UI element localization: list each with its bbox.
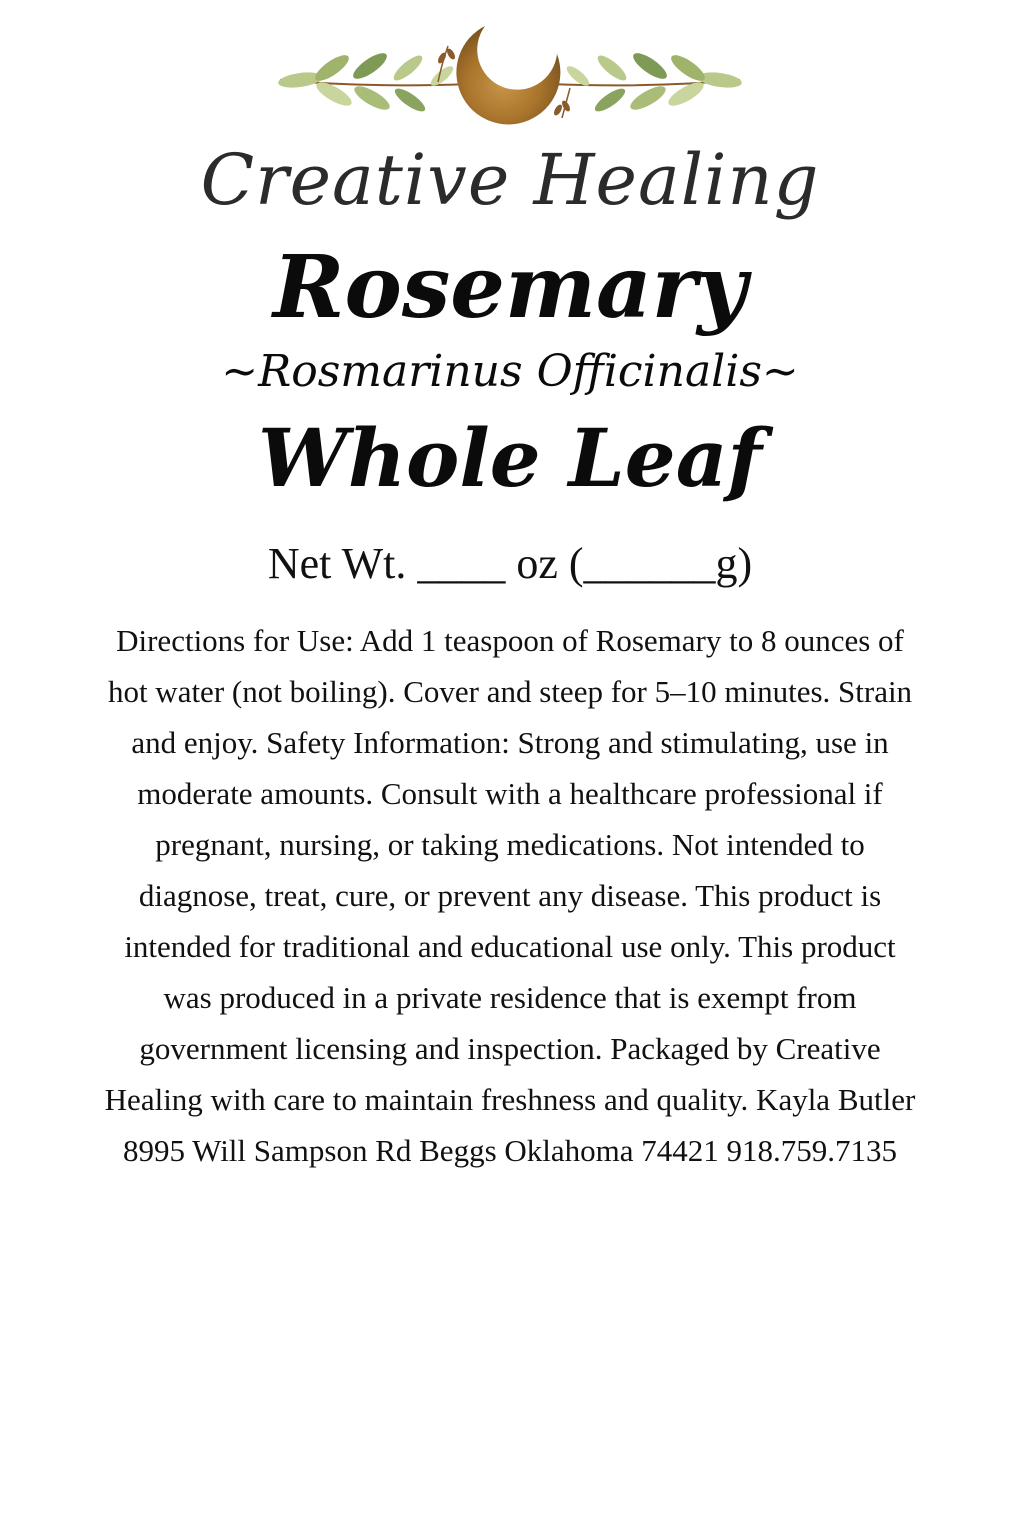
latin-name: ~Rosmarinus Officinalis~	[221, 346, 799, 397]
brand-name: Creative Healing	[200, 139, 820, 221]
product-name: Rosemary	[273, 237, 747, 338]
cut-name: Whole Leaf	[258, 411, 762, 505]
net-weight: Net Wt. ____ oz (______g)	[267, 539, 753, 588]
crescent-moon-leaves-icon	[270, 18, 750, 138]
directions-text: Directions for Use: Add 1 teaspoon of Rosemary to 8 ounces of hot water (not boiling). Cover and steep for 5–10 minutes. Strain and enjoy. Safety Information: Strong and stimulating, use in moderate amounts. Consult with a healthcare professional if pregnant, nursing, or taking medications. Not intended to diagnose, treat, cure, or prevent any disease. This product is intended for traditional and educational use only. This product was produced in a private residence that is exempt from government licensing and inspection. Packaged by Creative Healing with care to maintain freshness and quality. Kayla Butler 8995 Will Sampson Rd Beggs Oklahoma 74421 918.759.7135	[104, 623, 916, 1168]
